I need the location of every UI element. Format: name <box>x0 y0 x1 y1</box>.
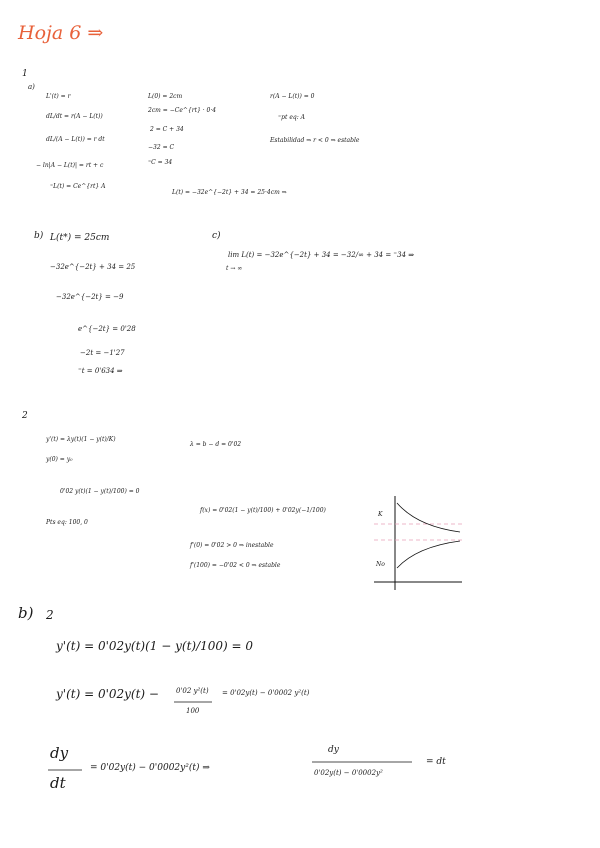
ex2-line: y(0) = y₀ <box>46 456 73 463</box>
part-c-line: t → ∞ <box>226 265 243 272</box>
solution-curve-upper <box>397 503 460 532</box>
part-b-line: −32e^{−2t} + 34 = 25 <box>50 263 136 271</box>
part-c-line: lim L(t) = −32e^{−2t} + 34 = −32/∞ + 34 = ⁼34 ⇒ <box>228 251 415 259</box>
part-a-line: dL/dt = r(A − L(t)) <box>46 113 103 120</box>
part-a-line: − ln|A − L(t)| = rt + c <box>36 162 104 169</box>
part-b-line: −32e^{−2t} = −9 <box>56 293 124 301</box>
part-a-label: a) <box>28 83 35 91</box>
part-a-result: L(t) = −32e^{−2t} + 34 = 25·4cm ⇒ <box>172 189 287 196</box>
part-a-line: 2cm = −Ce^{rt} · 0·4 <box>148 107 217 114</box>
section-b-dy: dy <box>50 744 69 762</box>
part-b-line: ⁼t = 0'634 ⇒ <box>78 367 123 375</box>
section-b-line: y'(t) = 0'02y(t) − <box>56 687 159 701</box>
section-b-line: y'(t) = 0'02y(t)(1 − y(t)/100) = 0 <box>56 639 254 653</box>
ex2-line: Pts eq: 100, 0 <box>46 519 88 526</box>
section-b-line: = 0'02y(t) − 0'0002 y²(t) <box>222 689 310 697</box>
solution-curve-lower <box>397 541 460 568</box>
graph-label-k: K <box>378 511 383 518</box>
part-a-line: −32 = C <box>148 144 175 151</box>
part-b-line: L(t*) = 25cm <box>50 233 110 243</box>
section-b-fraction-den: 100 <box>186 707 200 715</box>
part-b-label: b) <box>34 231 44 241</box>
exercise-2-number: 2 <box>22 411 28 421</box>
section-b-line: = 0'02y(t) − 0'0002y²(t) ⇒ <box>90 763 210 773</box>
section-b-rhs-den: 0'02y(t) − 0'0002y² <box>314 769 383 777</box>
part-b-line: e^{−2t} = 0'28 <box>78 325 136 333</box>
section-b-number: 2 <box>46 608 54 622</box>
graph-label-no: No <box>376 561 385 568</box>
ex2-stability: f'(100) = −0'02 < 0 ⇒ estable <box>190 562 281 569</box>
part-a-line: ⁼pt eq: A <box>278 114 305 121</box>
ex2-derivative: f(x) = 0'02(1 − y(t)/100) + 0'02y(−1/100) <box>200 507 326 514</box>
part-a-line: L(0) = 2cm <box>148 93 183 100</box>
part-a-line: r(A − L(t)) = 0 <box>270 93 315 100</box>
page-title: Hoja 6 ⇒ <box>18 22 104 44</box>
part-a-line: Estabilidad ⇒ r < 0 ⇒ estable <box>270 137 360 144</box>
part-a-line: ⁼C = 34 <box>148 159 173 166</box>
part-a-line: L'(t) = r <box>46 93 71 100</box>
section-b-fraction-num: 0'02 y²(t) <box>176 687 209 695</box>
part-c-label: c) <box>212 231 221 241</box>
section-b-dy-rhs: dy <box>328 745 339 755</box>
part-b-line: −2t = −1'27 <box>80 349 125 357</box>
ex2-line: 0'02 y(t)(1 − y(t)/100) = 0 <box>60 488 140 495</box>
part-a-line: 2 = C + 34 <box>150 126 184 133</box>
exercise-1-number: 1 <box>22 69 28 79</box>
section-b-label: b) <box>18 604 34 622</box>
ex2-line: λ = b − d = 0'02 <box>190 441 242 448</box>
part-a-line: dL/(A − L(t)) = r dt <box>46 136 105 143</box>
part-a-line: ⁼L(t) = Ce^{rt} A <box>50 183 106 190</box>
ex2-stability: f'(0) = 0'02 > 0 ⇒ inestable <box>190 542 274 549</box>
section-b-dt-rhs: = dt <box>426 757 446 767</box>
ex2-line: y'(t) = λy(t)(1 − y(t)/K) <box>46 436 116 443</box>
section-b-dt: dt <box>50 774 66 792</box>
